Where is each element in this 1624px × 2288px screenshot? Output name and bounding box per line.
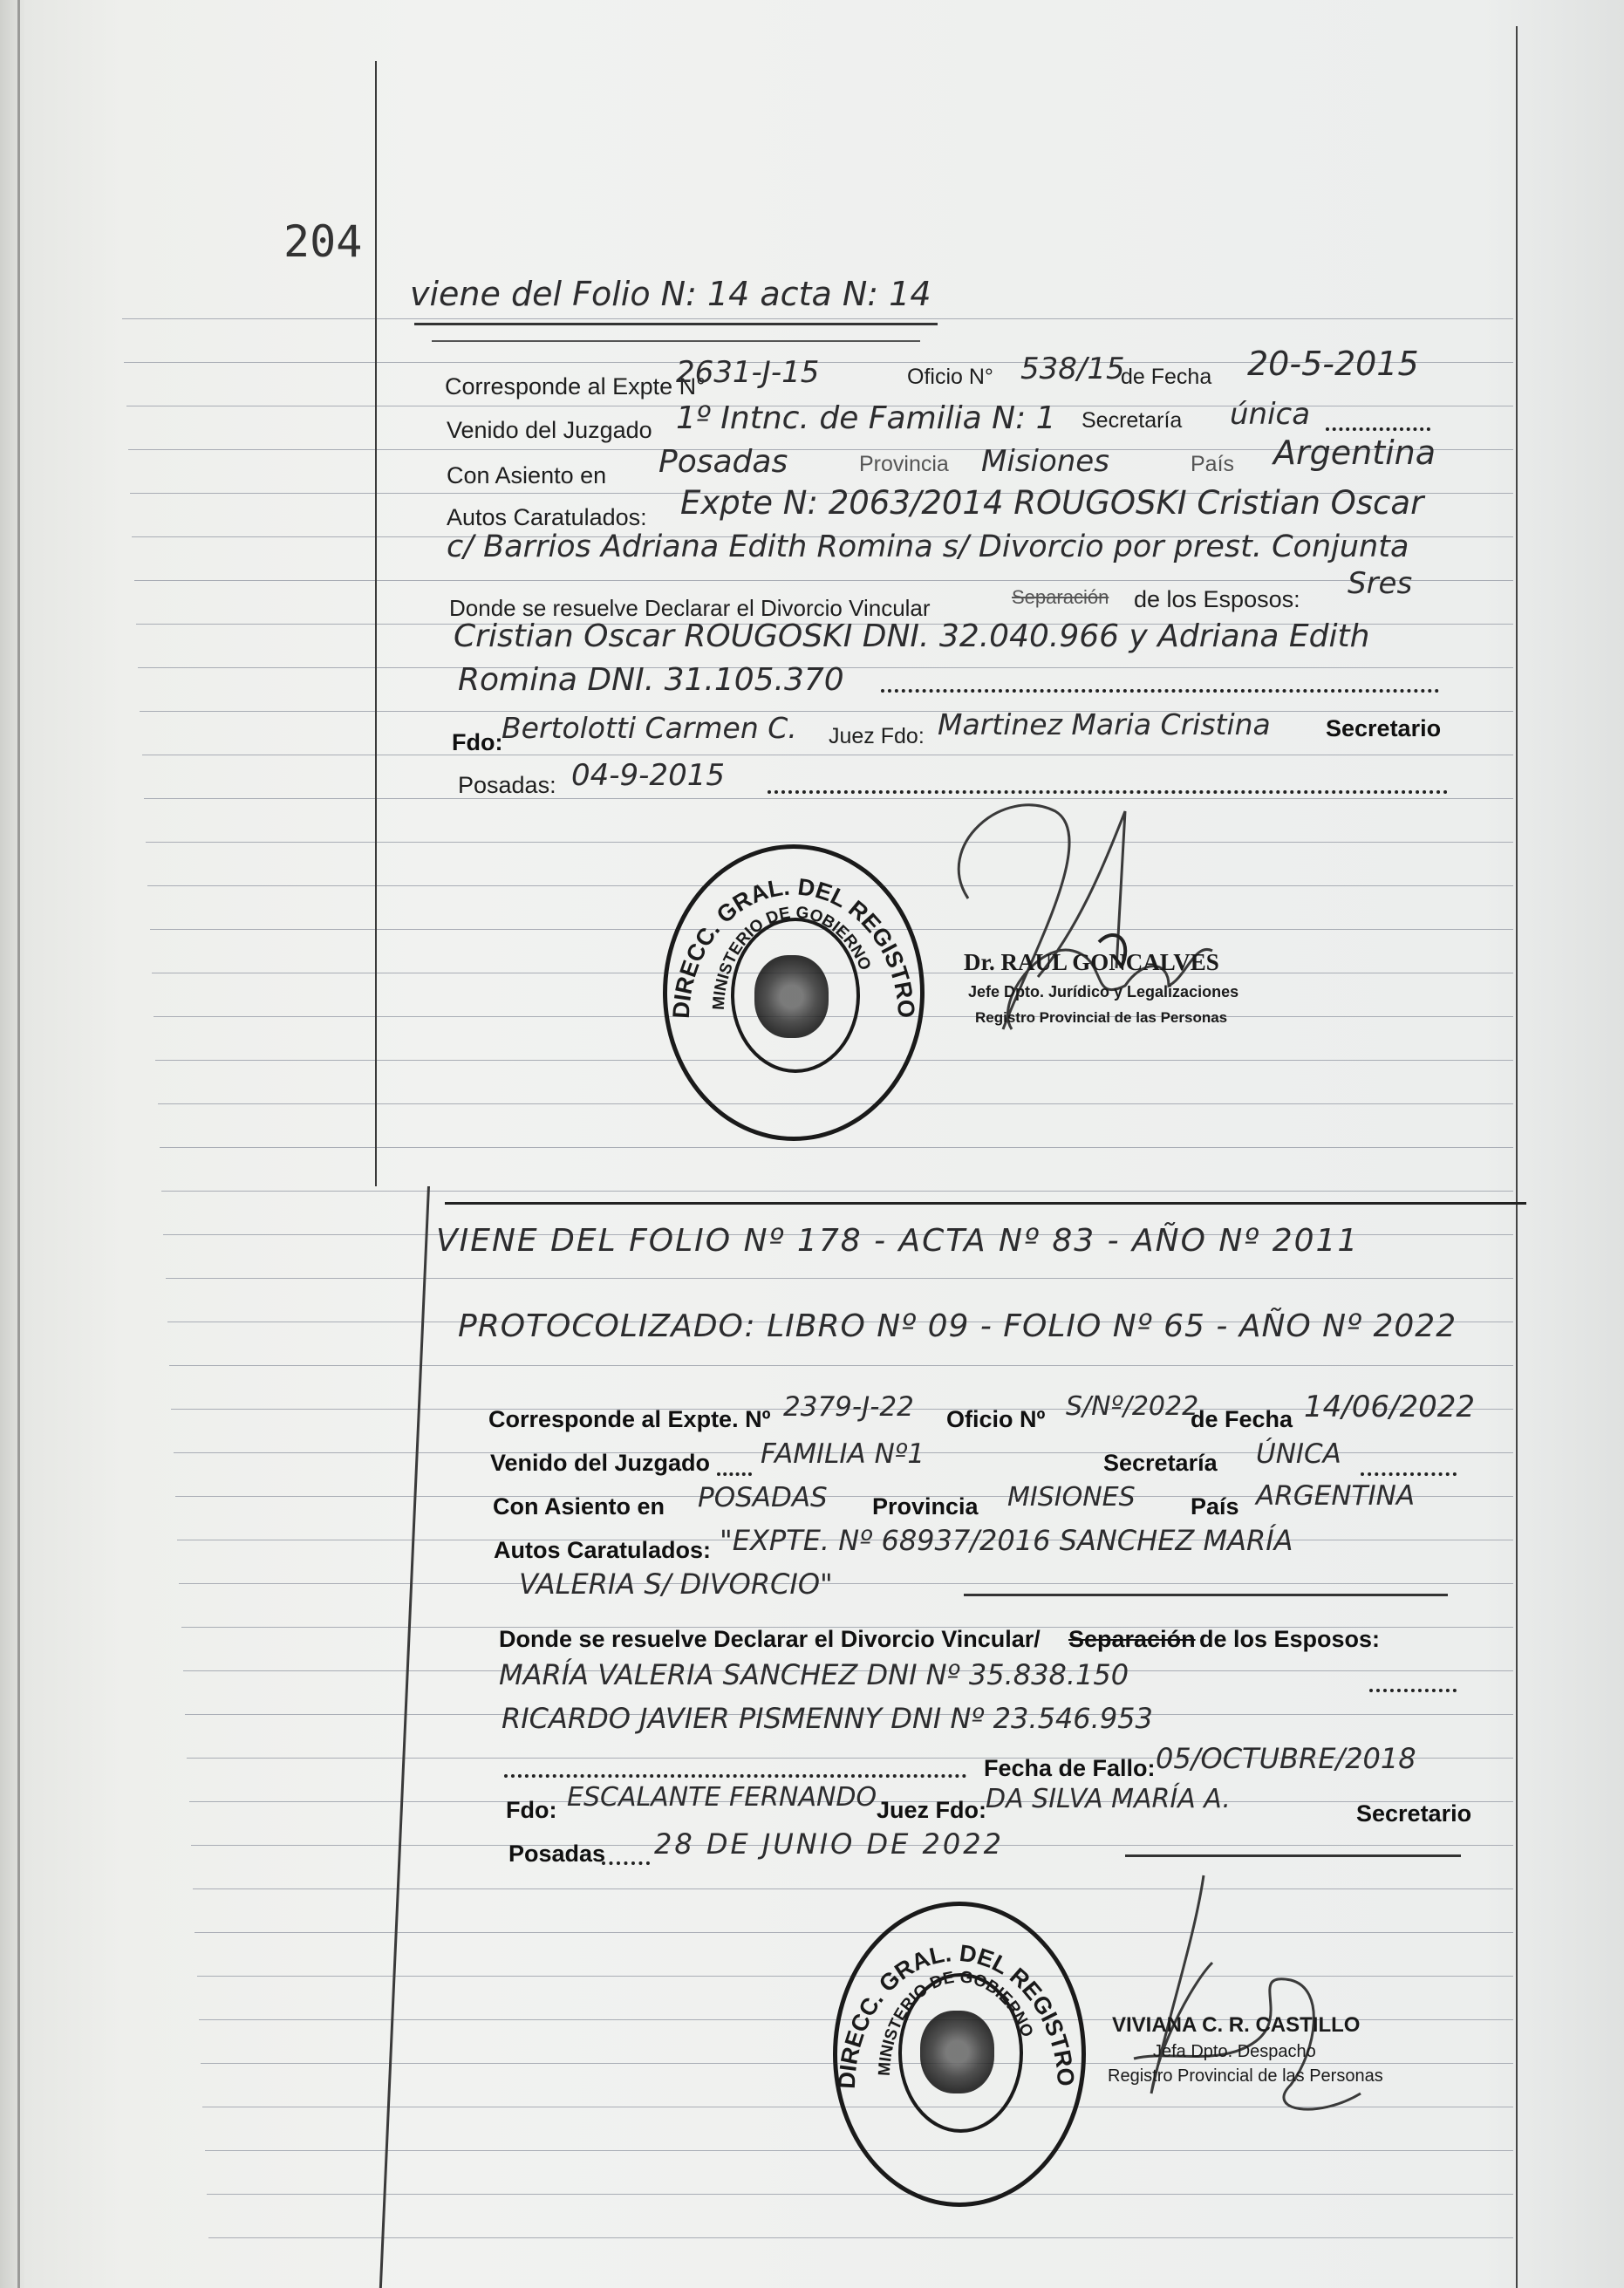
ruled-line	[122, 318, 1513, 319]
s2-secretaria-value: ÚNICA	[1256, 1438, 1341, 1470]
ruled-line	[161, 1191, 1513, 1192]
s2-provincia-label: Provincia	[872, 1493, 979, 1520]
s1-autos-value-1: Expte N: 2063/2014 ROUGOSKI Cristian Oscar	[680, 484, 1424, 522]
seal-2-outer-text: DIRECC. GRAL. DEL REGISTRO PROVINCIAL DE LAS PERSONAS	[823, 1881, 1080, 2090]
s1-resuelve-label: Donde se resuelve Declarar el Divorcio Vincular	[449, 595, 931, 621]
s2-fallo-label: Fecha de Fallo:	[984, 1755, 1156, 1781]
s1-provincia-value: Misiones	[981, 444, 1109, 479]
ruled-line	[146, 842, 1513, 843]
s2-fdo-label: Fdo:	[506, 1797, 557, 1823]
s2-juez-label: Juez Fdo:	[877, 1797, 986, 1823]
s1-expte-label: Corresponde al Expte N°	[445, 373, 706, 400]
section-divider	[445, 1202, 1526, 1205]
s2-official-title: Jefa Dpto. Despacho	[1153, 2042, 1316, 2061]
s2-juzgado-value: FAMILIA Nº1	[761, 1438, 925, 1470]
s1-official-office: Registro Provincial de las Personas	[975, 1009, 1228, 1026]
s1-esposos-value-3: Romina DNI. 31.105.370	[458, 662, 844, 698]
signature-1	[907, 768, 1238, 1082]
s1-posadas-label: Posadas:	[458, 772, 556, 798]
s2-separacion-label: Separación	[1068, 1626, 1196, 1652]
page-number: 204	[283, 216, 363, 267]
s1-secretaria-label: Secretaría	[1082, 408, 1183, 433]
margin-line-lower	[379, 1186, 430, 2288]
ruled-line	[144, 798, 1513, 799]
s2-provincia-value: MISIONES	[1007, 1482, 1136, 1513]
s1-juzgado-dots	[1326, 427, 1430, 431]
s2-posadas-value: 28 DE JUNIO DE 2022	[654, 1827, 1004, 1861]
section1-heading: viene del Folio N: 14 acta N: 14	[410, 275, 931, 313]
s1-esposos-value-2: Cristian Oscar ROUGOSKI DNI. 32.040.966 y Adriana Edith	[454, 618, 1370, 654]
s1-fdo-value: Bertolotti Carmen C.	[502, 711, 797, 745]
binding-shadow	[17, 0, 20, 2288]
s2-juez-value: DA SILVA MARÍA A.	[986, 1784, 1231, 1814]
seal-1-ministry-text: MINISTERIO DE GOBIERNO	[709, 903, 875, 1011]
s2-juzgado-label: Venido del Juzgado	[490, 1450, 711, 1476]
s1-asiento-label: Con Asiento en	[447, 462, 607, 488]
s2-fecha-label: de Fecha	[1191, 1406, 1293, 1432]
s1-oficio-value: 538/15	[1020, 352, 1125, 386]
s2-esposos-value-1: MARÍA VALERIA SANCHEZ DNI Nº 35.838.150	[499, 1658, 1129, 1691]
section2-heading-2: PROTOCOLIZADO: LIBRO Nº 09 - FOLIO Nº 65 - AÑO Nº 2022	[458, 1308, 1457, 1344]
s2-oficio-value: S/Nº/2022	[1066, 1391, 1199, 1422]
s2-juzgado-dots-b	[1361, 1472, 1457, 1476]
s2-oficio-label: Oficio Nº	[946, 1406, 1046, 1432]
s2-fecha-value: 14/06/2022	[1304, 1390, 1475, 1424]
s1-esposos-label: de los Esposos:	[1134, 586, 1300, 612]
s1-fecha-value: 20-5-2015	[1247, 345, 1419, 383]
s1-pais-label: País	[1191, 452, 1235, 476]
section1-heading-underline-2	[432, 340, 920, 342]
seal-1-inner-text	[663, 844, 925, 1141]
s1-esposos-dots	[881, 689, 1439, 693]
s2-secretario-label: Secretario	[1356, 1800, 1472, 1827]
right-edge-line	[1516, 26, 1518, 2288]
s2-autos-label: Autos Caratulados:	[494, 1537, 712, 1563]
s2-esposos-label: de los Esposos:	[1199, 1626, 1381, 1652]
s1-juez-label: Juez Fdo:	[829, 724, 925, 748]
s2-fallo-value: 05/OCTUBRE/2018	[1156, 1742, 1416, 1775]
s2-fallo-dots	[504, 1774, 966, 1778]
s2-autos-value-1: "EXPTE. Nº 68937/2016 SANCHEZ MARÍA	[720, 1524, 1293, 1557]
s2-posadas-label: Posadas	[508, 1841, 606, 1867]
svg-text:MINISTERIO DE GOBIERNO	[710, 904, 875, 1011]
s2-esposos-dots-1	[1369, 1689, 1457, 1692]
s1-esposos-value-1: Sres	[1348, 566, 1413, 601]
s2-pais-label: País	[1191, 1493, 1239, 1520]
s2-expte-label: Corresponde al Expte. Nº	[488, 1406, 771, 1432]
ruled-line	[208, 2237, 1513, 2238]
s2-resuelve-label: Donde se resuelve Declarar el Divorcio Vincular/	[499, 1626, 1041, 1652]
s2-posadas-fill-line	[1125, 1854, 1461, 1857]
section1-heading-underline	[414, 323, 938, 325]
s1-autos-value-2: c/ Barrios Adriana Edith Romina s/ Divorcio por prest. Conjunta	[447, 529, 1409, 564]
ruled-line	[169, 1365, 1513, 1366]
s1-posadas-value: 04-9-2015	[571, 758, 725, 793]
s2-posadas-dots	[602, 1861, 650, 1865]
ruled-line	[134, 580, 1514, 581]
s2-official-office: Registro Provincial de las Personas	[1108, 2066, 1383, 2086]
seal-1-outer-text: DIRECC. GRAL. DEL REGISTRO PROVINCIAL DE LAS PERSONAS	[653, 823, 920, 1020]
section2-heading-1: VIENE DEL FOLIO Nº 178 - ACTA Nº 83 - AÑO Nº 2011	[436, 1223, 1360, 1259]
svg-text:MINISTERIO DE GOBIERNO	[876, 1968, 1036, 2076]
s2-expte-value: 2379-J-22	[783, 1391, 914, 1423]
seal-2-ministry-text: MINISTERIO DE GOBIERNO	[875, 1968, 1037, 2077]
s1-secretario-label: Secretario	[1326, 715, 1442, 741]
s1-asiento-value: Posadas	[658, 444, 788, 480]
s1-pais-value: Argentina	[1273, 434, 1436, 472]
s1-juzgado-value: 1º Intnc. de Familia N: 1	[676, 400, 1056, 436]
s2-autos-fill-line	[964, 1594, 1448, 1596]
s1-separacion-label: Separación	[1012, 586, 1109, 608]
signature-2	[1029, 1867, 1395, 2128]
s1-fecha-label: de Fecha	[1121, 365, 1212, 389]
margin-line-upper	[375, 61, 377, 1186]
s2-fdo-value: ESCALANTE FERNANDO	[567, 1782, 877, 1813]
s1-official-name: Dr. RAUL GONCALVES	[964, 949, 1219, 975]
ruled-line	[179, 1583, 1513, 1584]
s2-autos-value-2: VALERIA S/ DIVORCIO"	[519, 1567, 833, 1601]
s2-asiento-value: POSADAS	[698, 1482, 828, 1513]
s2-juzgado-dots-a	[717, 1472, 752, 1476]
s1-juzgado-label: Venido del Juzgado	[447, 417, 652, 443]
s2-esposos-value-2: RICARDO JAVIER PISMENNY DNI Nº 23.546.953	[502, 1702, 1153, 1735]
s2-secretaria-label: Secretaría	[1103, 1450, 1218, 1476]
s1-fdo-label: Fdo:	[452, 729, 503, 755]
s1-official-title: Jefe Dpto. Jurídico y Legalizaciones	[968, 983, 1239, 1001]
s2-asiento-label: Con Asiento en	[493, 1493, 665, 1520]
s2-pais-value: ARGENTINA	[1256, 1480, 1416, 1512]
s1-provincia-label: Provincia	[859, 452, 949, 476]
s1-autos-label: Autos Caratulados:	[447, 504, 647, 530]
s1-secretaria-value: única	[1230, 397, 1311, 432]
s2-official-name: VIVIANA C. R. CASTILLO	[1112, 2013, 1361, 2037]
s1-oficio-label: Oficio N°	[907, 365, 993, 389]
s1-expte-value: 2631-J-15	[676, 355, 820, 390]
s1-juez-value: Martinez Maria Cristina	[938, 707, 1271, 741]
ruled-line	[166, 1278, 1514, 1279]
ruled-line	[140, 711, 1513, 712]
ruled-line	[160, 1147, 1513, 1148]
